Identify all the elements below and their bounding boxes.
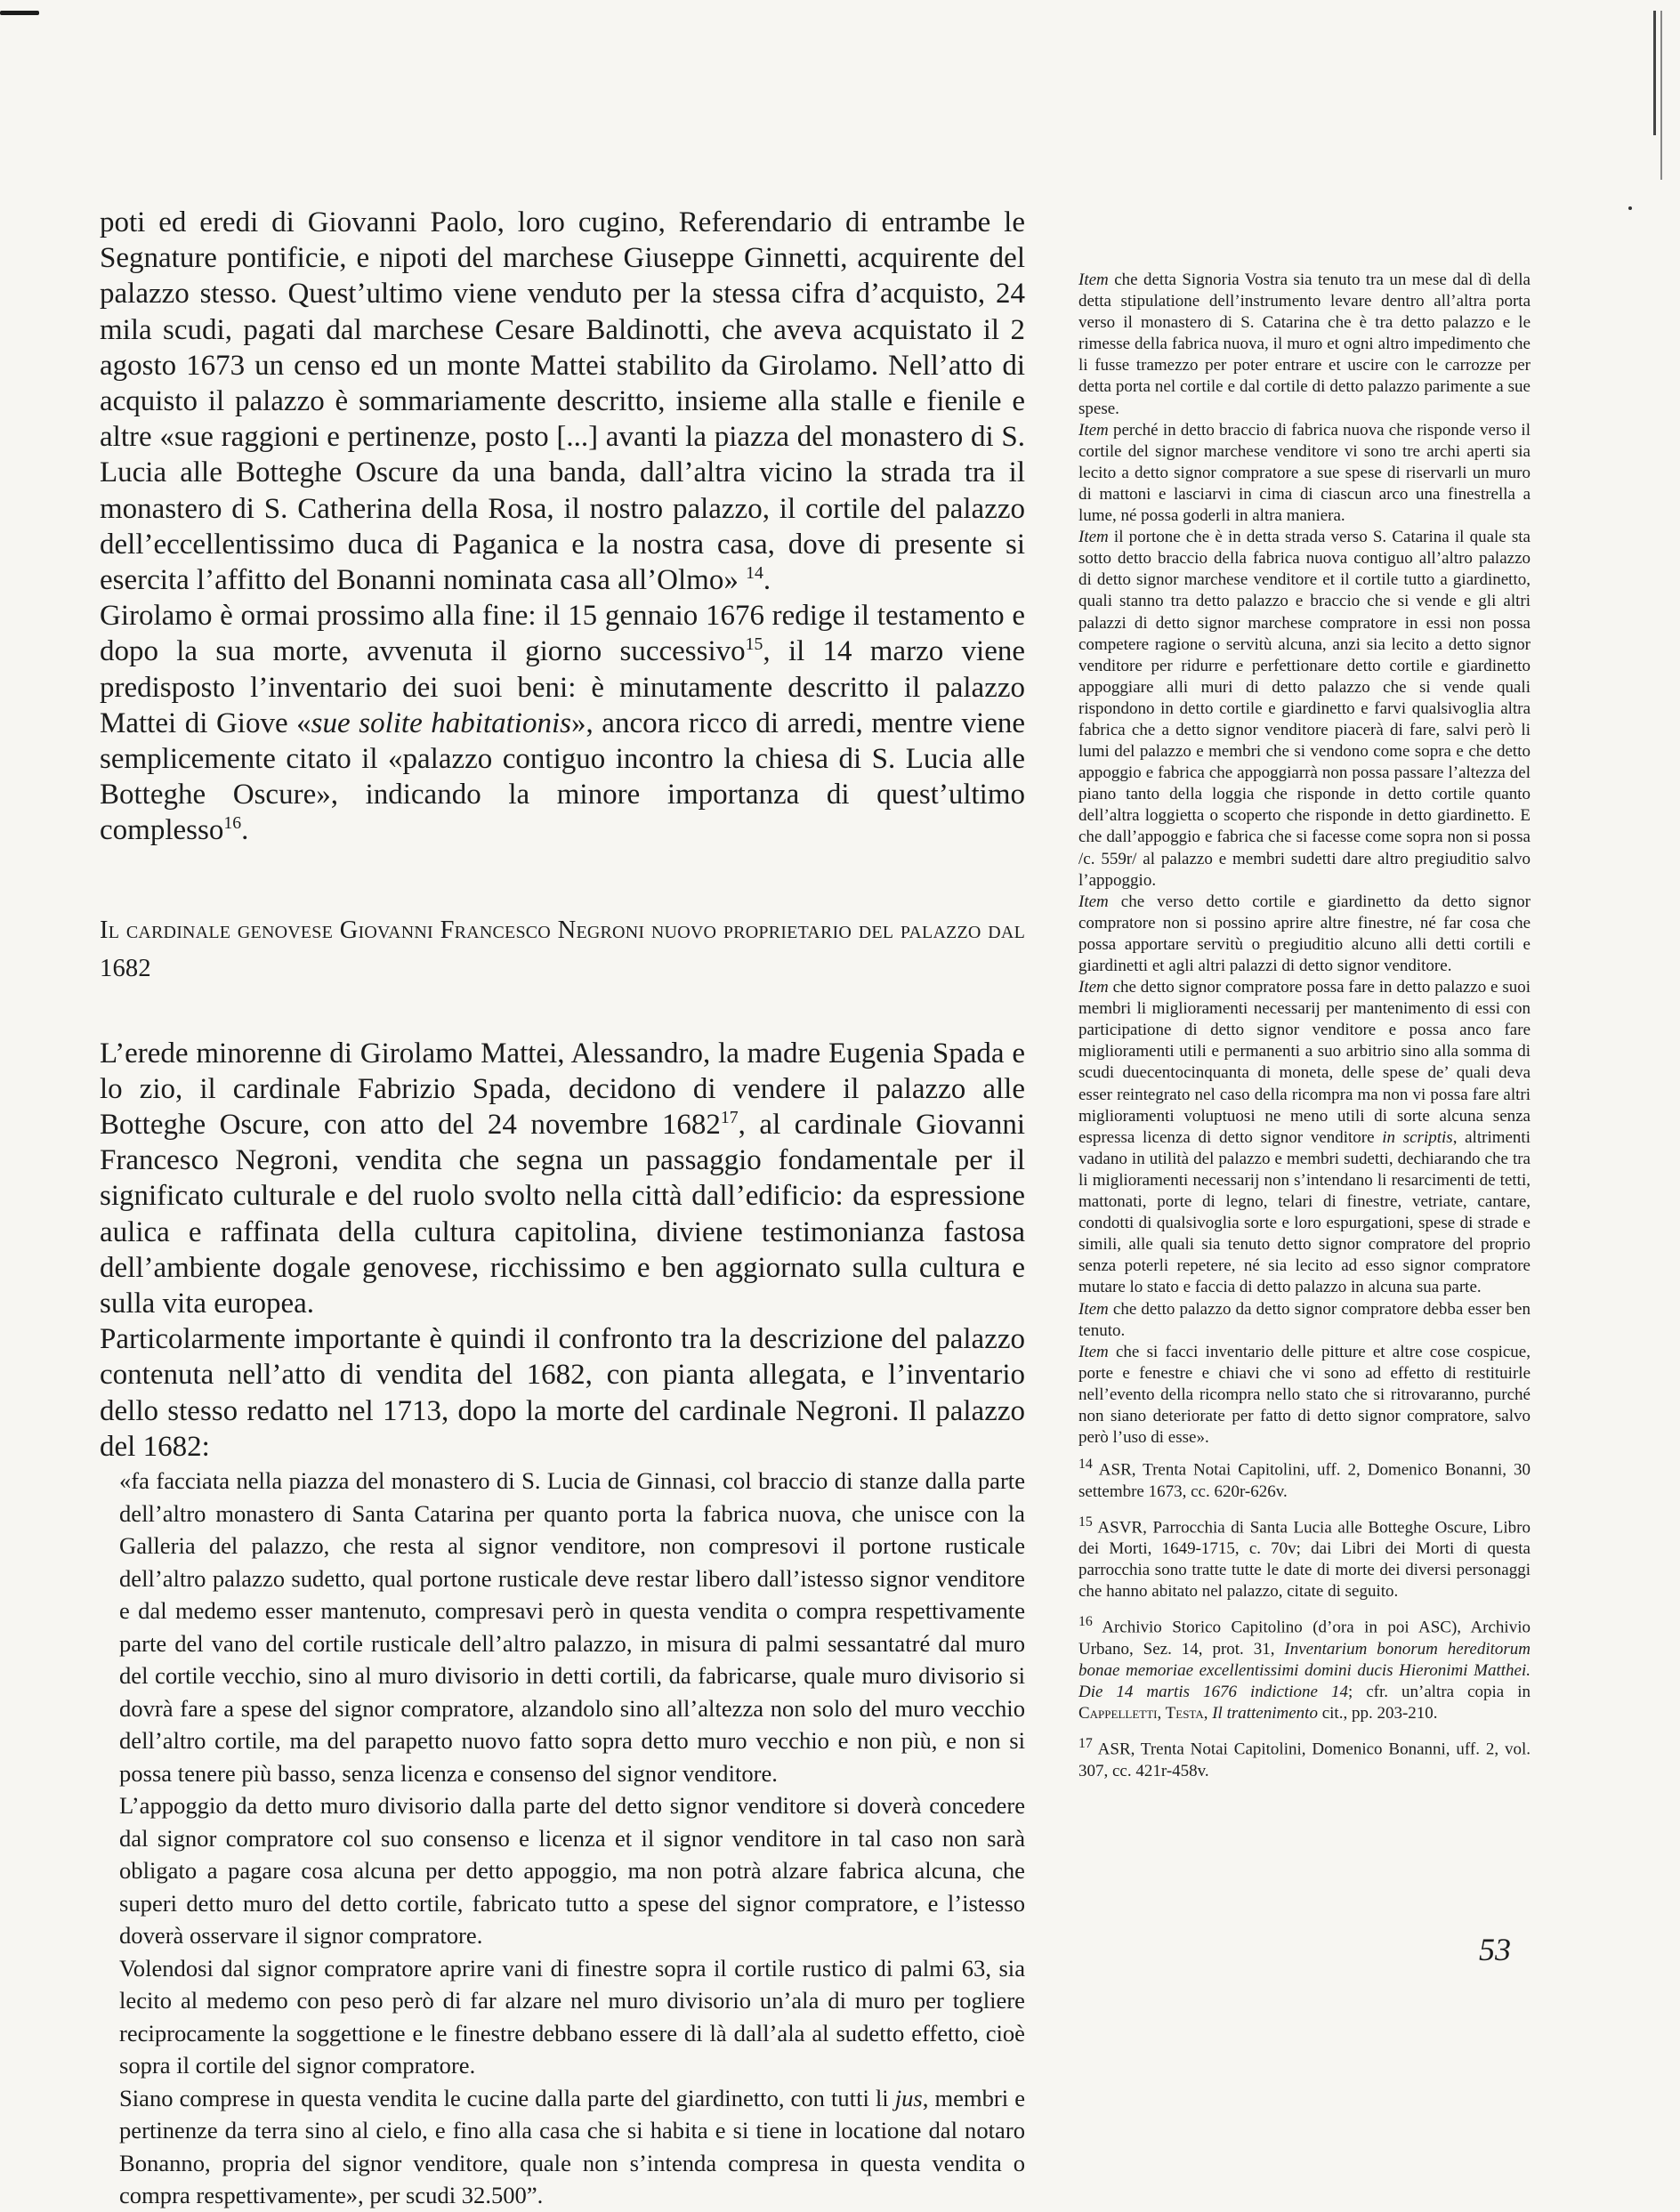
side-item: Item che detto signor compratore possa fare in detto palazzo e suoi membri li miglioramenti necessarij per mantenimento di essi con participatione di detto signor venditore e possa anco fare miglioramenti utili e permanenti a suo arbitrio sino alla somma di scudi duecentocinquanta di moneta, delle spese de’ quali deva esser reintegrato nel caso della ricompra ma non vi possa fare altri miglioramenti voluptuosi ne meno utili di sorte alcuna senza espressa licenza di detto signor venditore in scriptis, altrimenti vadano in utilità del palazzo e membri sudetti, dechiarando che tra li miglioramenti necessarij non s’intendano li resarcimenti de tetti, mattonati, porte di legno, telari di finestre, vetriate, cantare, condotti di qualsivoglia sorte e loro espurgationi, spese di strade e simili, alle quali sia tenuto detto signor compratore del proprio senza poterli repetere, né sia lecito ad esso signor compratore mutare lo stato e faccia di detto palazzo in alcuna sua parte. xyxy=(1078,978,1531,1297)
quote-paragraph: «fa facciata nella piazza del monastero di S. Lucia de Ginnasi, col braccio di stanze dalla parte dell’altro monastero di Santa Catarina per quanto porta la fabrica nuova, che unisce con la Galleria del palazzo, che resta al signor venditore, non compresovi il portone rusticale dell’altro palazzo sudetto, qual portone rusticale deve restar libero dall’istesso signor venditore e dal medemo esser mantenuto, compresavi però in questa vendita o compra respettivamente parte del vano del cortile rusticale dell’altro palazzo, in misura di palmi sessantatré dal muro del cortile vecchio, sino al muro divisorio in detti cortili, da fabricarse, quale muro divisorio si dovrà fare a spese del signor compratore, alzandolo sino all’altezza non solo del muro vecchio dell’altro cortile, ma del parapetto nuovo fatto sopra detto muro vecchio e non più, e non si possa tenere più basso, senza licenza e consenso del signor venditore. xyxy=(119,1467,1025,1787)
side-item: Item che verso detto cortile e giardinetto da detto signor compratore non si possino aprire altre finestre, né far cosa che possa apportare servitù o pregiuditio alcuno alli detti cortili e giardinetti et agli altri palazzi di detto signor venditore. xyxy=(1078,892,1531,975)
edge-line xyxy=(1653,11,1656,135)
footnote-15: $^{15}$ ASVR, Parrocchia di Santa Lucia alle Botteghe Oscure, Libro dei Morti, 1649-1715, c. 70v; dai Libri dei Morti di questa parrocchia sono tratte tutte le date di morte dei diversi personaggi che hanno abitato nel palazzo, citate di seguito. xyxy=(1078,1514,1531,1602)
footnote-ref: 14 xyxy=(746,563,763,584)
speck xyxy=(1628,206,1632,210)
quote-paragraph: L’appoggio da detto muro divisorio dalla parte del detto signor venditore si doverà concedere dal signor compratore col suo consenso e licenza et il signor venditore in tal caso non sarà obligato a pagare cosa alcuna per detto appoggio, ma non potrà alzare fabrica alcuna, che superi detto muro del detto cortile, fabricato tutto a spese del signor compratore, e l’istesso doverà osservare il signor compratore. xyxy=(119,1792,1025,1950)
edge-line xyxy=(1660,11,1662,180)
corner-mark xyxy=(0,11,39,15)
footnote-17: $^{17}$ ASR, Trenta Notai Capitolini, Domenico Bonanni, uff. 2, vol. 307, cc. 421r-458v. xyxy=(1078,1736,1531,1780)
side-item: Item il portone che è in detta strada verso S. Catarina il quale sta sotto detto braccio della fabrica nuova contiguo all’altro palazzo di detto signor marchese venditore et il cortile tutto a giardinetto, quali stanno tra detto palazzo e braccio che si vende e gli altri palazzi di detto signor marchese compratore in essi non possa competere ragione o servitù alcuna, anzi sia lecito a detto signor venditore per ridurre e perfettionare detto cortile e giardinetto appoggiare alli muri di detto palazzo che si vende quali rispondono in detto cortile e giardinetto e farvi qualsivoglia altra fabrica che a detto signor venditore piacerà di fare, salvi però li lumi del palazzo e membri che si vendono come sopra e che detto appoggio e fabrica che appoggiarrà non possa passare l’altezza del piano tanto della loggia che risponde in detto cortile quanto dell’altra loggietta o scoperto che risponde in detto giardinetto. E che dall’appoggio e fabrica che si facesse come sopra non si possa /c. 559r/ al palazzo e membri sudetti dare altro pregiuditio salvo l’appoggio. xyxy=(1078,528,1531,890)
side-item: Item che si facci inventario delle pitture et altre cose cospicue, porte e fenestre e chiavi che vi sono ad effetto di restituirle nell’evento della ricompra nello stato che si ritrovaranno, purché non siano deteriorate per fatto di detto signor compratore, salvo però l’uso di esse». xyxy=(1078,1342,1531,1448)
footnote-16: $^{16}$ Archivio Storico Capitolino (d’ora in poi ASC), Archivio Urbano, Sez. 14, prot. 31, Inventarium bonorum hereditorum bonae memoriae excellentissimi domini ducis Hieronimi Matthei. Die 14 martis 1676 indictione 14; cfr. un’altra copia in Cappelletti, Testa, Il trattenimento cit., pp. 203-210. xyxy=(1078,1614,1531,1724)
main-column xyxy=(100,205,1025,2212)
quote-paragraph: Volendosi dal signor compratore aprire vani di finestre sopra il cortile rustico di palmi 63, sia lecito al medemo con peso però di far alzare nel muro divisorio un’ala di muro per togliere reciprocamente la soggettione e le finestre debbano essere di là dall’ala al sudetto effetto, cioè sopra il cortile del signor compratore. xyxy=(119,1954,1025,2079)
paragraph: poti ed eredi di Giovanni Paolo, loro cugino, Referendario di entrambe le Segnature pontificie, e nipoti del marchese Giuseppe Ginnetti, acquirente del palazzo stesso. Quest’ultimo viene venduto per la stessa cifra d’acquisto, 24 mila scudi, pagati dal marchese Cesare Baldinotti, che aveva acquistato il 2 agosto 1673 un censo ed un monte Mattei stabilito da Girolamo. Nell’atto di acquisto il palazzo è sommariamente descritto, insieme alla stalle e fienile e altre «sue raggioni e pertinenze, posto [...] avanti la piazza del monastero di S. Lucia alle Botteghe Oscure da una banda, dall’altra vicino la strada tra il monastero di S. Catherina della Rosa, il nostro palazzo, il cortile del palazzo dell’eccellentissimo duca di Paganica e la nostra casa, dove di presente si esercita l’affitto del Bonanni nominata casa all’Olmo» $^{14}$. xyxy=(100,206,1025,597)
side-item: Item che detto palazzo da detto signor compratore debba esser ben tenuto. xyxy=(1078,1299,1531,1340)
paragraph: Girolamo è ormai prossimo alla fine: il 15 gennaio 1676 redige il testamento e dopo la sua morte, avvenuta il giorno successivo$^{15}$, il 14 marzo viene predisposto l’inventario dei suoi beni: è minutamente descritto il palazzo Mattei di Giove «sue solite habitationis», ancora ricco di arredi, mentre viene semplicemente citato il «palazzo contiguo incontro la chiesa di S. Lucia alle Botteghe Oscure», indicando la minore importanza di quest’ultimo complesso$^{16}$. xyxy=(100,600,1025,847)
section-heading: Il cardinale genovese Giovanni Francesco Negroni nuovo proprietario del palazzo dal 1682 xyxy=(100,916,1025,982)
footnote-ref: 17 xyxy=(720,1108,739,1128)
side-item: Item perché in detto braccio di fabrica nuova che risponde verso il cortile del signor marchese venditore vi sono tre archi aperti sia lecito a detto signor compratore a sue spese di riservarli un muro di mattoni e lasciarvi in cima di ciascun arco una finestrella a lume, né possa goderli in altra maniera. xyxy=(1078,420,1531,526)
paragraph: Particolarmente importante è quindi il confronto tra la descrizione del palazzo contenuta nell’atto di vendita del 1682, con pianta allegata, e l’inventario dello stesso redatto nel 1713, dopo la morte del cardinale Negroni. Il palazzo del 1682: xyxy=(100,1323,1025,1463)
block-quote xyxy=(119,1465,1025,2212)
side-item: Item che detta Signoria Vostra sia tenuto tra un mese dal dì della detta stipulatione dell’instrumento levare dentro all’altra porta verso il monastero di S. Catarina che è tra detto palazzo e le rimesse della fabrica nuova, il muro et ogni altro impedimento che li fusse tramezzo per poter entrare et uscire con le carrozze per detta porta nel cortile e dal cortile di detto palazzo parimente a sue spese. xyxy=(1078,270,1531,418)
quote-paragraph: Siano comprese in questa vendita le cucine dalla parte del giardinetto, con tutti li jus, membri e pertinenze da terra sino al cielo, e fino alla casa che si habita e si tiene in locatione dal notaro Bonanno, propria del signor venditore, quale non s’intenda compresa in questa vendita o compra respettivamente», per scudi 32.500”. xyxy=(119,2084,1025,2209)
footnote-ref: 16 xyxy=(223,813,242,834)
paragraph: L’erede minorenne di Girolamo Mattei, Alessandro, la madre Eugenia Spada e lo zio, il cardinale Fabrizio Spada, decidono di vendere il palazzo alle Botteghe Oscure, con atto del 24 novembre 1682$^{17}$, al cardinale Giovanni Francesco Negroni, vendita che segna un passaggio fondamentale per il significato culturale e del ruolo svolto nella città dall’edificio: da espressione aulica e raffinata della cultura capitolina, diviene testimonianza fastosa dell’ambiente dogale genovese, ricchissimo e ben aggiornato sulla cultura e sulla vita europea. xyxy=(100,1037,1026,1320)
side-column xyxy=(1078,270,1531,1791)
footnote-14: $^{14}$ ASR, Trenta Notai Capitolini, uff. 2, Domenico Bonanni, 30 settembre 1673, cc. 620r-626v. xyxy=(1078,1457,1531,1501)
page-number: 53 xyxy=(1479,1932,1511,1967)
footnote-ref: 15 xyxy=(745,634,763,655)
